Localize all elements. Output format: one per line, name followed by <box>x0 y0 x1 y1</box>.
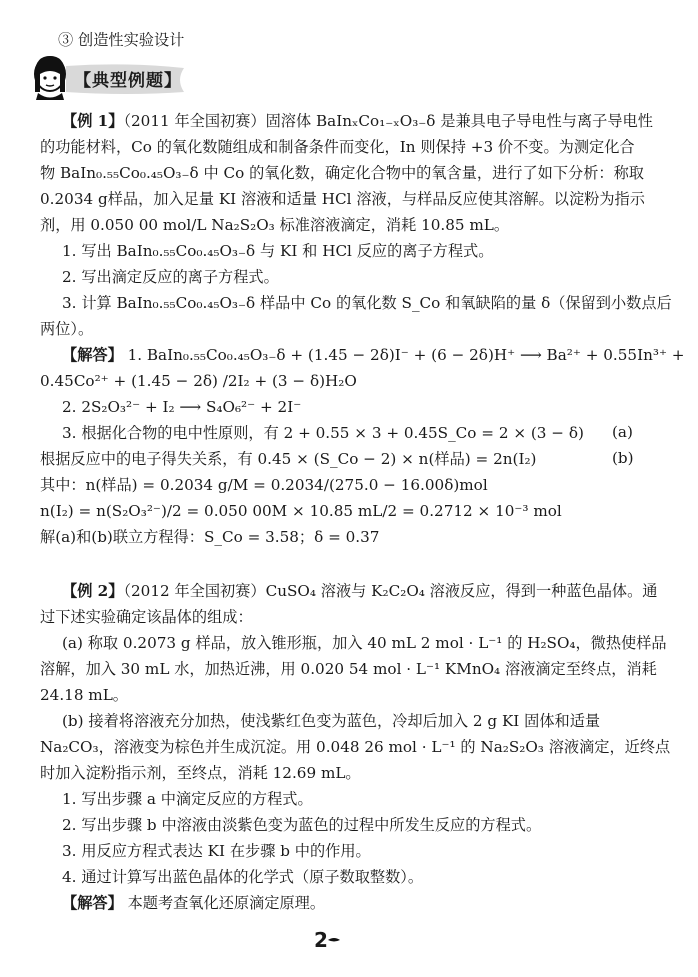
example-2-question-3: 3. 用反应方程式表达 KI 在步骤 b 中的作用。 <box>62 842 371 860</box>
section-item: ③ 创造性实验设计 <box>58 31 185 49</box>
example-2-step-b: (b) 接着将溶液充分加热，使浅紫红色变为蓝色，冷却后加入 2 g KI 固体和适量 <box>62 712 601 730</box>
example-1-answer-1-cont: 0.45Co²⁺ + (1.45 − 2δ) /2I₂ + (3 − δ)H₂O <box>40 372 357 390</box>
example-2-step-a-cont: 溶解，加入 30 mL 水，加热近沸，用 0.020 54 mol · L⁻¹ KMnO₄ 溶液滴定至终点，消耗 <box>40 660 657 678</box>
example-1-answer-5: 其中：n(样品) = 0.2034 g/M = 0.2034/(275.0 − 16.00δ)mol <box>40 476 488 494</box>
mascot-icon <box>26 52 74 102</box>
example-1-question-3-cont: 两位）。 <box>40 320 94 338</box>
example-1-question-1: 1. 写出 BaIn₀.₅₅Co₀.₄₅O₃₋δ 与 KI 和 HCl 反应的离子方程式。 <box>62 242 494 260</box>
equation-tag-b: (b) <box>612 449 634 467</box>
example-2-step-a: (a) 称取 0.2073 g 样品，放入锥形瓶，加入 40 mL 2 mol · L⁻¹ 的 H₂SO₄，微热使样品 <box>62 634 667 652</box>
example-1-label: 【例 1】 <box>62 112 124 130</box>
example-1-text-line: 物 BaIn₀.₅₅Co₀.₄₅O₃₋δ 中 Co 的氧化数，确定化合物中的氧含量，进行了如下分析：称取 <box>40 164 644 182</box>
page-mark-icon <box>328 936 340 944</box>
section-header-title: 【典型例题】 <box>74 71 182 91</box>
example-1-text-line: 的功能材料，Co 的氧化数随组成和制备条件而变化，In 则保持 +3 价不变。为测定化合 <box>40 138 635 156</box>
example-2-answer-text: 本题考查氧化还原滴定原理。 <box>127 894 326 912</box>
example-1-answer-2: 2. 2S₂O₃²⁻ + I₂ ⟶ S₄O₆²⁻ + 2I⁻ <box>62 398 302 416</box>
example-1-answer-6: n(I₂) = n(S₂O₃²⁻)/2 = 0.050 00M × 10.85 mL/2 = 0.2712 × 10⁻³ mol <box>40 502 562 520</box>
example-2-text-line: （2012 年全国初赛）CuSO₄ 溶液与 K₂C₂O₄ 溶液反应，得到一种蓝色晶体。通 <box>123 582 658 600</box>
example-2-step-b-cont: 时加入淀粉指示剂，至终点，消耗 12.69 mL。 <box>40 764 361 782</box>
example-2-step-a-cont: 24.18 mL。 <box>40 686 128 704</box>
example-1-text-line: 剂，用 0.050 00 mol/L Na₂S₂O₃ 标准溶液滴定，消耗 10.85 mL。 <box>40 216 510 234</box>
example-1-answer-1: 1. BaIn₀.₅₅Co₀.₄₅O₃₋δ + (1.45 − 2δ)I⁻ + (6 − 2δ)H⁺ ⟶ Ba²⁺ + 0.55In³⁺ + <box>127 346 685 364</box>
example-2-question-1: 1. 写出步骤 a 中滴定反应的方程式。 <box>62 790 313 808</box>
example-1-question-3: 3. 计算 BaIn₀.₅₅Co₀.₄₅O₃₋δ 样品中 Co 的氧化数 S_Co 和氧缺陷的量 δ（保留到小数点后 <box>62 294 672 312</box>
equation-tag-a: (a) <box>612 423 633 441</box>
example-2-step-b-cont: Na₂CO₃，溶液变为棕色并生成沉淀。用 0.048 26 mol · L⁻¹ 的 Na₂S₂O₃ 溶液滴定，近终点 <box>40 738 671 756</box>
example-1-answer-3: 3. 根据化合物的电中性原则，有 2 + 0.55 × 3 + 0.45S_Co = 2 × (3 − δ) <box>62 424 584 442</box>
example-1-text-line: （2011 年全国初赛）固溶体 BaInₓCo₁₋ₓO₃₋δ 是兼具电子导电性与离子导电性 <box>123 112 653 130</box>
example-2-question-2: 2. 写出步骤 b 中溶液由淡紫色变为蓝色的过程中所发生反应的方程式。 <box>62 816 542 834</box>
example-1-answer-4: 根据反应中的电子得失关系，有 0.45 × (S_Co − 2) × n(样品) = 2n(I₂) <box>40 450 537 468</box>
example-1-question-2: 2. 写出滴定反应的离子方程式。 <box>62 268 279 286</box>
page-number: 2 <box>314 928 328 952</box>
example-2-answer-label: 【解答】 <box>62 894 123 912</box>
example-1-answer-7: 解(a)和(b)联立方程得：S_Co = 3.58；δ = 0.37 <box>40 528 380 546</box>
example-2-text-line: 过下述实验确定该晶体的组成： <box>40 608 253 626</box>
example-2-question-4: 4. 通过计算写出蓝色晶体的化学式（原子数取整数）。 <box>62 868 424 886</box>
example-1-answer-label: 【解答】 <box>62 346 123 364</box>
example-2-label: 【例 2】 <box>62 582 124 600</box>
example-1-text-line: 0.2034 g样品，加入足量 KI 溶液和适量 HCl 溶液，与样品反应使其溶解。以淀粉为指示 <box>40 190 645 208</box>
